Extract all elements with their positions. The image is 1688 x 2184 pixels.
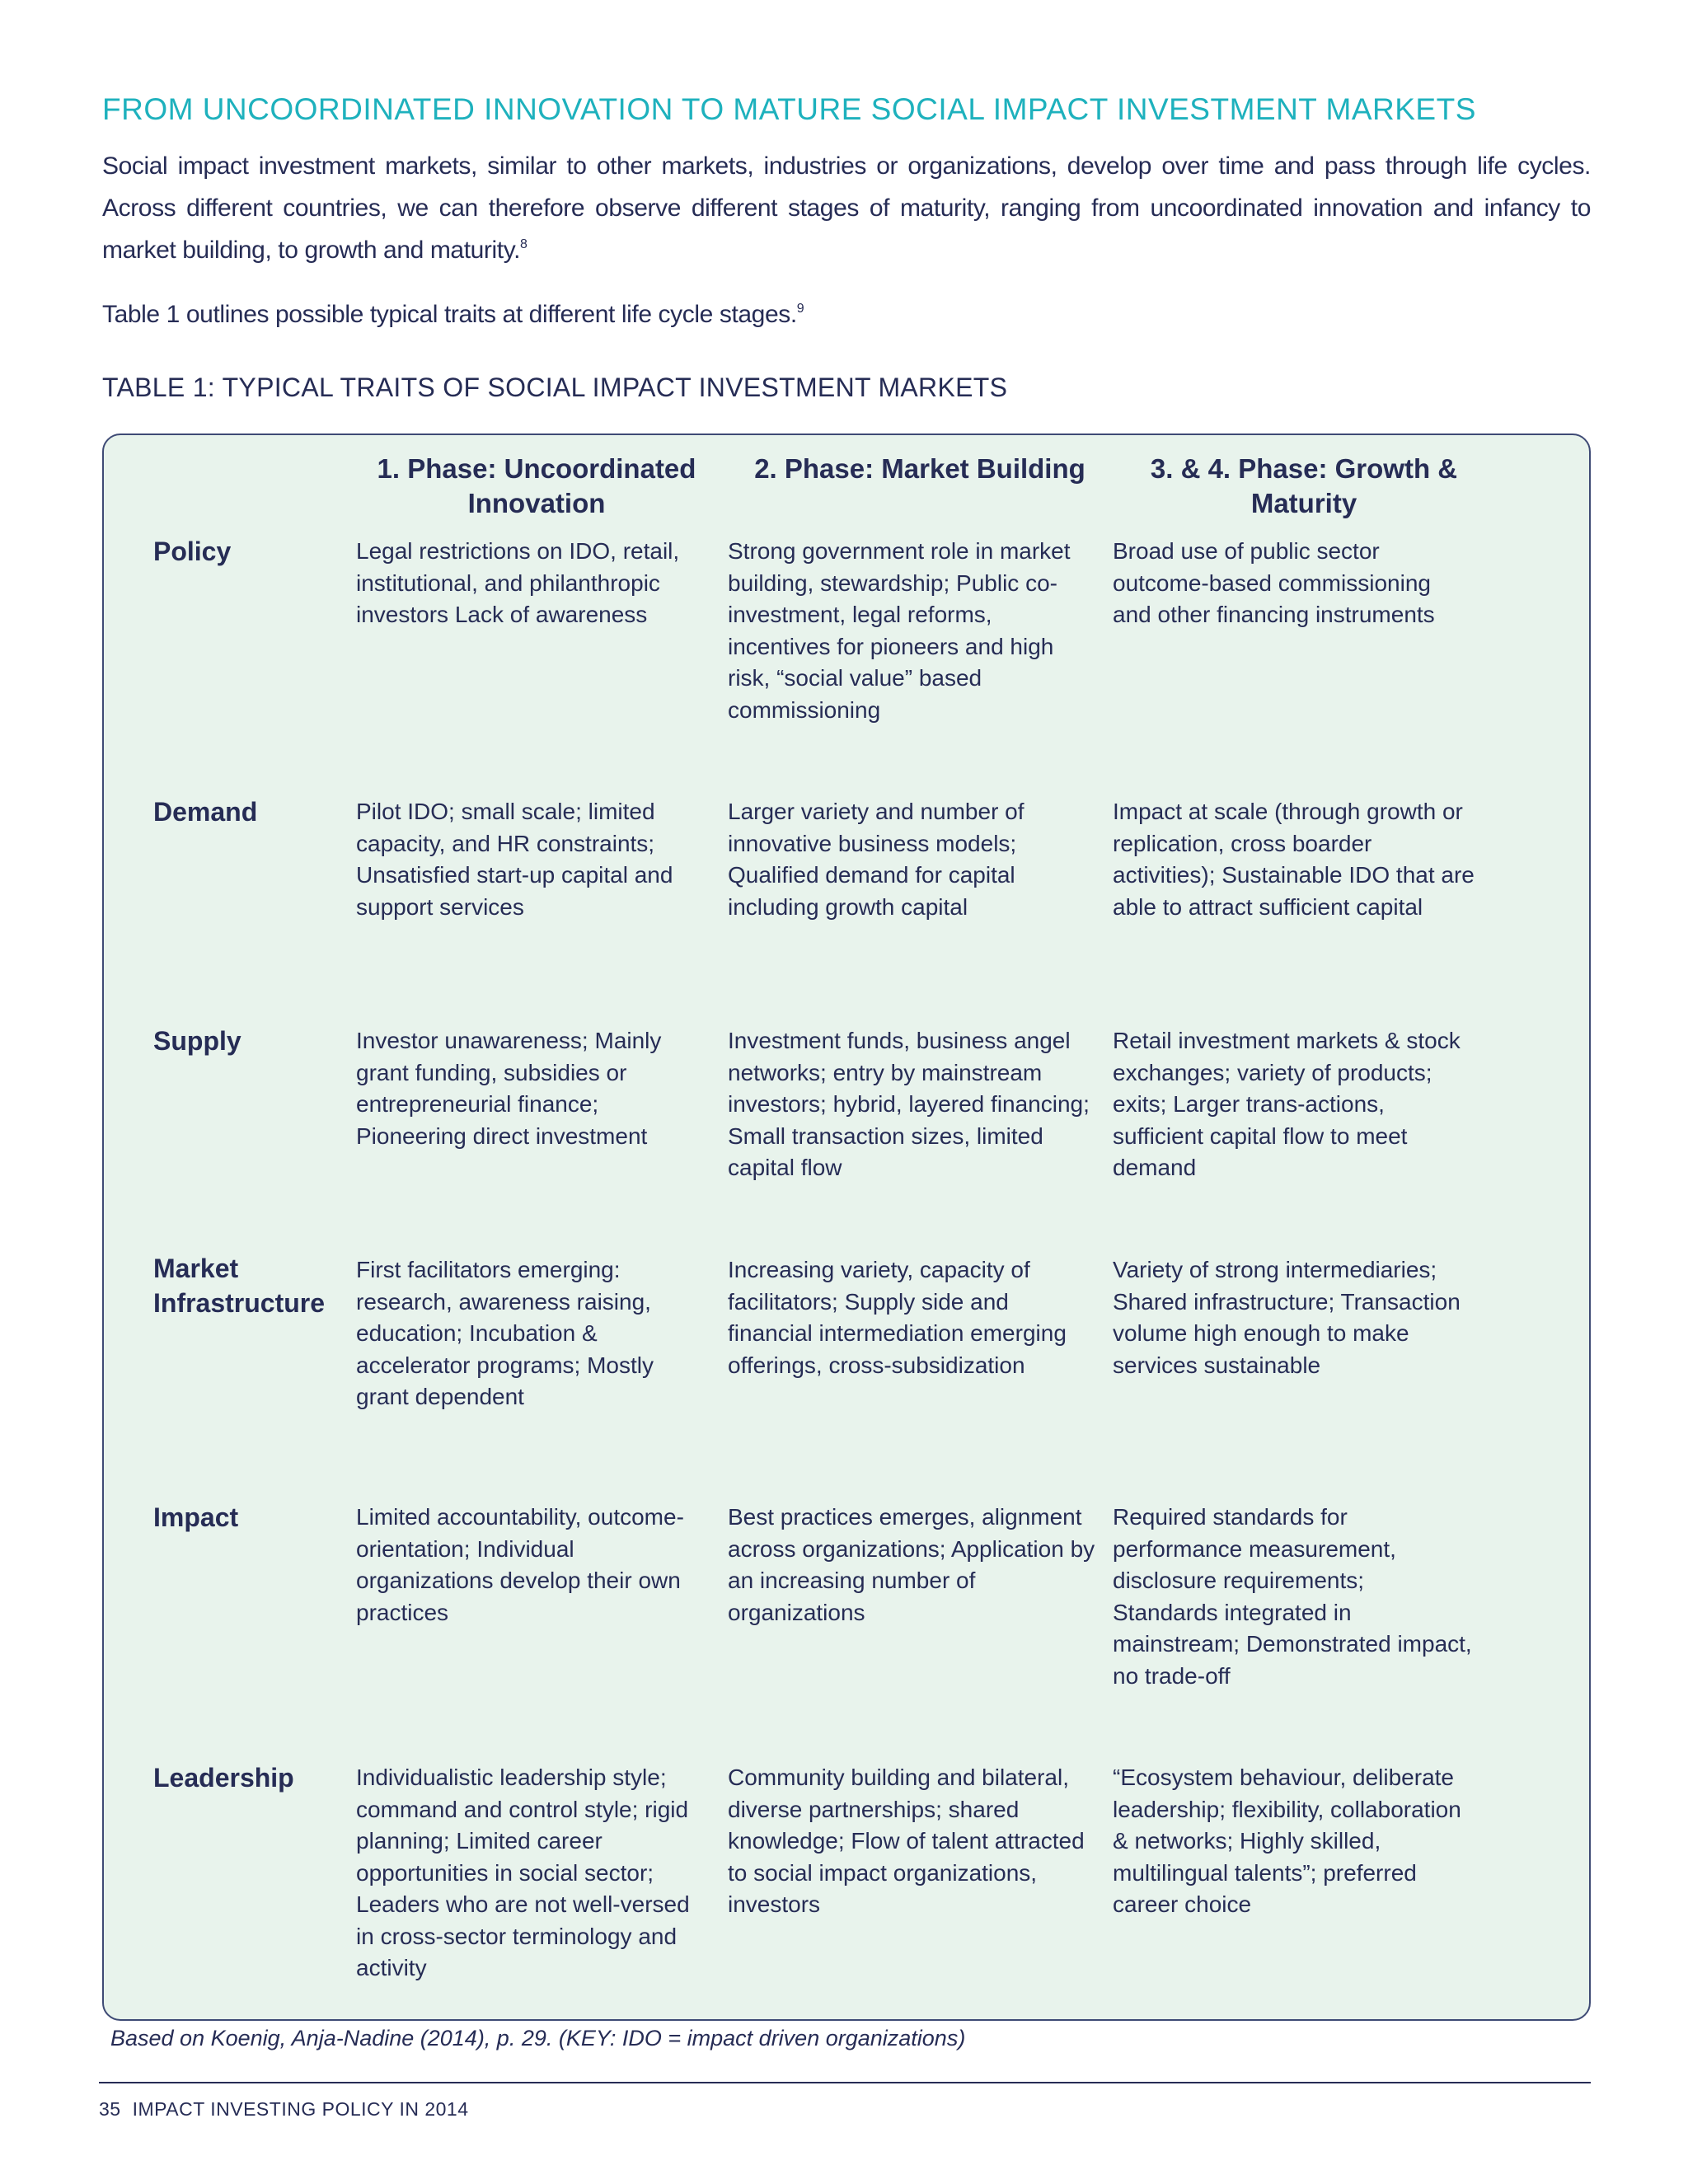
- footer-divider: [99, 2082, 1591, 2083]
- table-cell: “Ecosystem behaviour, deliberate leadership; flexibility, collaboration & networks; Highly skilled, multilingual talents”; preferred career choice: [1113, 1765, 1461, 1917]
- row-label-impact: Impact: [153, 1502, 239, 1532]
- table-cell: Investor unawareness; Mainly grant funding, subsidies or entrepreneurial finance; Pioneering direct investment: [356, 1028, 662, 1149]
- table-cell: Increasing variety, capacity of facilitators; Supply side and financial intermediation emerging offerings, cross-subsidization: [728, 1257, 1067, 1378]
- row-label-market-infrastructure: Market Infrastructure: [153, 1254, 326, 1318]
- page-number: 35: [99, 2098, 121, 2120]
- row-label-supply: Supply: [153, 1026, 241, 1056]
- footnote-ref-9[interactable]: 9: [796, 302, 804, 316]
- table-cell: Required standards for performance measurement, disclosure requirements; Standards integrated in mainstream; Demonstrated impact, no trade-off: [1113, 1504, 1472, 1689]
- table-cell: Investment funds, business angel networks; entry by mainstream investors; hybrid, layered financing; Small transaction sizes, limited capital flow: [728, 1028, 1090, 1180]
- table-intro-paragraph: [102, 293, 1591, 335]
- table-cell: Legal restrictions on IDO, retail, institutional, and philanthropic investors Lack of awareness: [356, 538, 680, 627]
- table-cell: Individualistic leadership style; command and control style; rigid planning; Limited career opportunities in social sector; Leaders who are not well-versed in cross-sector terminology and activity: [356, 1765, 690, 1980]
- table-cell: First facilitators emerging: research, awareness raising, education; Incubation & accelerator programs; Mostly grant dependent: [356, 1257, 654, 1409]
- table-cell: Best practices emerges, alignment across organizations; Application by an increasing number of organizations: [728, 1504, 1095, 1625]
- table-source-note: Based on Koenig, Anja-Nadine (2014), p. 29. (KEY: IDO = impact driven organizations): [110, 2026, 966, 2050]
- table-cell: Broad use of public sector outcome-based commissioning and other financing instruments: [1113, 538, 1435, 627]
- column-header-phase-3-4: 3. & 4. Phase: Growth & Maturity: [1150, 453, 1458, 518]
- column-header-phase-1: 1. Phase: Uncoordinated Innovation: [377, 453, 696, 518]
- intro-text: Social impact investment markets, similar to other markets, industries or organizations, develop over time and pass through life cycles. Across different countries, we can therefore observe different stages of maturity, ranging from uncoordinated innovation and infancy to market building, to growth and maturity.: [102, 152, 1591, 264]
- table-cell: Strong government role in market building, stewardship; Public co-investment, legal reforms, incentives for pioneers and high risk, “social value” based commissioning: [728, 538, 1071, 723]
- running-title: IMPACT INVESTING POLICY IN 2014: [132, 2098, 469, 2120]
- table-cell: Larger variety and number of innovative business models; Qualified demand for capital including growth capital: [728, 799, 1025, 920]
- table-cell: Retail investment markets & stock exchanges; variety of products; exits; Larger trans-actions, sufficient capital flow to meet demand: [1113, 1028, 1461, 1180]
- row-label-policy: Policy: [153, 537, 232, 566]
- section-heading: FROM UNCOORDINATED INNOVATION TO MATURE SOCIAL IMPACT INVESTMENT MARKETS: [102, 92, 1476, 126]
- column-header-phase-2: 2. Phase: Market Building: [754, 453, 1085, 484]
- row-label-demand: Demand: [153, 797, 258, 827]
- footnote-ref-8[interactable]: 8: [520, 237, 528, 251]
- row-label-leadership: Leadership: [153, 1763, 294, 1793]
- table-cell: Variety of strong intermediaries; Shared infrastructure; Transaction volume high enough to make services sustainable: [1113, 1257, 1461, 1378]
- intro-paragraph: [102, 145, 1591, 271]
- table-title: TABLE 1: TYPICAL TRAITS OF SOCIAL IMPACT INVESTMENT MARKETS: [102, 373, 1008, 402]
- traits-table: [102, 434, 1591, 2021]
- table-cell: Limited accountability, outcome-orientation; Individual organizations develop their own practices: [356, 1504, 684, 1625]
- table-cell: Pilot IDO; small scale; limited capacity, and HR constraints; Unsatisfied start-up capital and support services: [356, 799, 673, 920]
- page-footer: [99, 2098, 469, 2121]
- table-cell: Community building and bilateral, diverse partnerships; shared knowledge; Flow of talent attracted to social impact organizations, investors: [728, 1765, 1085, 1917]
- table-cell: Impact at scale (through growth or replication, cross boarder activities); Sustainable IDO that are able to attract sufficient capital: [1113, 799, 1475, 920]
- table-intro-text: Table 1 outlines possible typical traits at different life cycle stages.: [102, 301, 797, 328]
